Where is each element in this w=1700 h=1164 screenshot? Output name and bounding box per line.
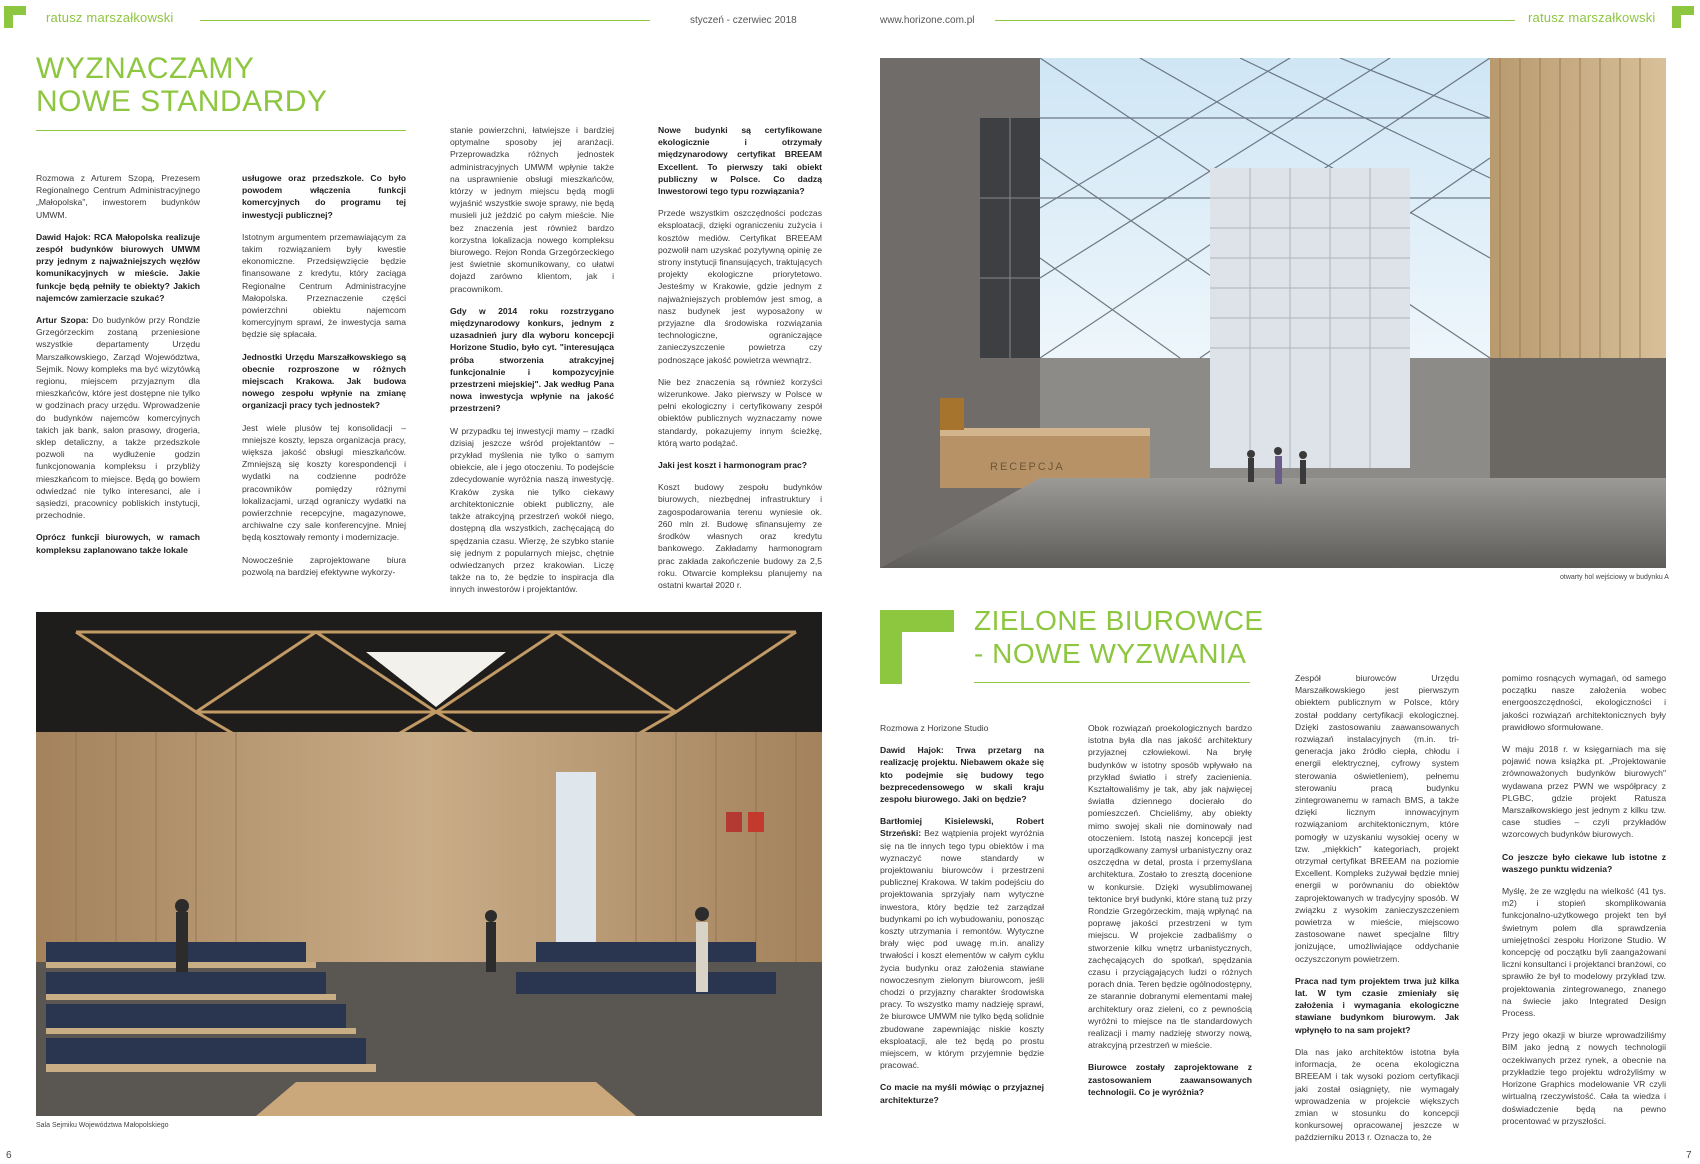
page-number-right: 7	[1686, 1150, 1692, 1161]
article-paragraph	[450, 305, 614, 415]
left-article-col3	[450, 124, 614, 606]
paragraph-question: usługowe oraz przedszkole. Co było powodem włączenia funkcji komercyjnych do programu tej inwestycji publicznej?	[242, 173, 406, 220]
article-paragraph	[1088, 722, 1252, 1051]
paragraph-text: W przypadku tej inwestycji mamy – rzadki dzisiaj jeszcze wśród projektantów – przykład myślenia nie tylko o samym obiekcie, ale i jego otoczeniu. To podejście zdecydowanie wyróżnia naszą inwestycję. Kraków zyska nie tylko ciekawy architektonicznie obiekt publiczny, ale także atrakcyjną przestrzeń wokół niego, dostępną dla wszystkich, zachęcającą do spędzania czasu. Wierzę, że szybko stanie się jednym z popularnych miejsc, chętnie odwiedzanych przez krakowian. Liczę także na to, że będzie to inspiracja dla innych inwestorów i projektantów.	[450, 425, 614, 595]
paragraph-text: Bez wątpienia projekt wyróżnia się na tle innych tego typu obiektów i ma wyznaczyć nowe standardy w projektowaniu biurowców i przestrzeni publicznej Krakowa. W takim podejściu do projektowania sprzyjały nam wytyczne inwestora, który będzie też zarządzał budynkami po ich wybudowaniu, ponosząc koszty utrzymania i remontów. Wytyczne brały więc pod uwagę m.in. analizy trwałości i koszt elementów w całym cyklu życia budynku oraz założenia stawiane nowoczesnym zielonym biurowcom, jeśli chodzi o przyjazny charakter środowiska pracy. To wszystko mamy nadzieję sprawi, że biurowce UMWM nie tylko będą solidnie zbudowane zapewniając niskie koszty eksploatacji, ale też będą po prostu miejscem, w którym przyjemnie będzie pracować.	[880, 828, 1044, 1071]
paragraph-text: Rozmowa z Horizone Studio	[880, 723, 989, 733]
article2-title-line1: ZIELONE BIUROWCE	[974, 605, 1264, 636]
website-link[interactable]: www.horizone.com.pl	[880, 15, 975, 26]
sejmik-caption: Sala Sejmiku Województwa Małopolskiego	[36, 1122, 169, 1129]
paragraph-text: stanie powierzchni, łatwiejsze i bardziej optymalne sposoby jej aranżacji. Przeprowadzka różnych jednostek administracyjnych UMWM wpłynie także na usprawnienie obsługi mieszkańców, którzy w jednym miejscu będą mogli wyjaśnić wszystkie swoje sprawy, nie będą musieli już jeździć po całym mieście. Nie bez znaczenia jest również bardzo korzystna lokalizacja nowego kompleksu biurowego. Rejon Ronda Grzegórzeckiego jest świetnie skomunikowany, co ułatwi dojazd zarówno klientom, jak i pracownikom.	[450, 125, 614, 294]
article-paragraph	[36, 314, 200, 521]
paragraph-text: Obok rozwiązań proekologicznych bardzo istotna była dla nas jakość architektury przyjaznej człowiekowi. Na bryłę budynków w istotny sposób wpływało na przykład światło i strefy zacienienia. Kształtowaliśmy je tak, aby jak najwięcej światła dziennego docierało do pomieszczeń. Chcieliśmy, aby obiekty mimo swojej skali nie dominowały nad otoczeniem. Istotą naszej koncepcji jest uporządkowany zamysł urbanistyczny oraz oszczędna w detal, prosta i przemyślana architektura. Zostało to zresztą docenione w konkursie. Dzięki wysublimowanej tektonice brył budynki, które staną tuż przy Rondzie Grzegórzeckim, mają wpłynąć na poprawę jakości przestrzeni w tym miejscu. W projekcie zadbaliśmy o stworzenie kilku wnętrz urbanistycznych, zachęcających do spotkań, spędzania czasu i przyciągających ludzi o różnych porach dnia. Teren będzie ogólnodostępny, ze starannie dobranymi elementami małej architektury oraz zieleni, co z pewnością wyróżni to miejsce na tle standardowych realizacji i mamy nadzieję stworzy nową, atrakcyjną przestrzeń w mieście.	[1088, 723, 1252, 1051]
left-article-col4	[658, 124, 822, 601]
article-paragraph	[880, 744, 1044, 805]
article-paragraph	[658, 481, 822, 591]
article-paragraph	[658, 459, 822, 471]
article-paragraph	[1295, 975, 1459, 1036]
section-label-right: ratusz marszałkowski	[1528, 10, 1656, 25]
hall-caption: otwarty hol wejściowy w budynku A	[1560, 574, 1669, 581]
paragraph-text: Myślę, że ze względu na wielkość (41 tys. m2) i stopień skomplikowania funkcjonalno-użytkowego projekt ten był świetnym polem dla sprawdzenia umiejętności zespołu Horizone Studio. W koncepcję od początku byli zaangażowani liczni konsultanci i projektanci branżowi, co sprawiło że był to modelowy przykład tzw. projektowania zintegrowanego, znanego na świecie jako Integrated Design Process.	[1502, 886, 1666, 1019]
paragraph-question: Praca nad tym projektem trwa już kilka lat. W tym czasie zmieniały się założenia i wymagania ekologiczne stawiane budynkom biurowym. Jak wpłynęło to na sam projekt?	[1295, 975, 1459, 1035]
article-paragraph	[880, 1081, 1044, 1105]
paragraph-question: Biurowce zostały zaprojektowane z zastosowaniem zaawansowanych technologii. Co je wyróżnia?	[1088, 1062, 1252, 1097]
title2-underline	[974, 682, 1250, 683]
right-corner-logo	[1672, 6, 1694, 28]
paragraph-text: Dla nas jako architektów istotna była informacja, że ocena ekologiczna BREEAM i tak wysoki poziom certyfikacji jaki został osiągnięty, nie wymagały wprowadzenia w projekcie większych zmian w stosunku do koncepcji konkursowej opracowanej jeszcze w październiku 2013 r. Oznacza to, że	[1295, 1046, 1459, 1143]
paragraph-question: Dawid Hajok: Trwa przetarg na realizację projektu. Niebawem okaże się kto podejmie się budowy tego bezprecedensowego w skali kraju zespołu biurowego. Jaki on będzie?	[880, 745, 1044, 805]
article-title-line1: WYZNACZAMY	[36, 52, 255, 85]
article-paragraph	[242, 554, 406, 578]
paragraph-text: Do budynków przy Rondzie Grzegórzeckim zostaną przeniesione wszystkie departamenty Urzędu Marszałkowskiego, Zarząd Województwa, Sejmik. Nowy kompleks ma być wizytówką regionu, miejscem przyjaznym dla mieszkańców, które jest dostępne nie tylko w godzinach pracy urzędu. Wprowadzenie do budynków najemców komercyjnych takich jak bank, salon prasowy, drogeria, sklep detaliczny, a także przedszkole pozwoli na wydłużenie godzin funkcjonowania kompleksu i przybliży mieszkańcom to miejsce. Będą go bowiem odwiedzać nie tylko interesanci, ale i sąsiedzi, pracownicy pobliskich instytucji, przechodnie.	[36, 315, 201, 521]
hall-image	[880, 58, 1666, 568]
paragraph-text: W maju 2018 r. w księgarniach ma się pojawić nowa książka pt. „Projektowanie zrównoważonych budynków biurowych" wydawana przez PWN we współpracy z PLGBC, gdzie projekt Ratusza Marszałkowskiego jest jednym z kilku tzw. case studies – czyli przykładów wzorcowych budynków biurowych.	[1502, 744, 1666, 840]
paragraph-question: Co macie na myśli mówiąc o przyjaznej architekturze?	[880, 1082, 1044, 1105]
sejmik-image	[36, 612, 822, 1116]
article-paragraph	[242, 422, 406, 544]
article-paragraph	[1502, 851, 1666, 875]
article2-title-line2: - NOWE WYZWANIA	[974, 638, 1247, 669]
right-article-col3	[1295, 672, 1459, 1154]
paragraph-text: Jest wiele plusów tej konsolidacji – mniejsze koszty, lepsza organizacja pracy, większa jakość obsługi mieszkańców. Zmniejszą się koszty korespondencji i wydatki na codzienne podróże pracowników pomiędzy różnymi lokalizacjami, urząd ograniczy wydatki na powierzchnie recepcyjne, magazynowe, archiwalne czy sale konferencyjne. Mniej będą kosztowały remonty i modernizacje.	[242, 422, 406, 543]
paragraph-text: Zespół biurowców Urzędu Marszałkowskiego jest pierwszym obiektem publicznym w Polsce, który został poddany certyfikacji ekologicznej. Dzięki zastosowaniu zaawansowanych rozwiązań instalacyjnych (m.in. tri-generacja jako źródło ciepła, chłodu i energii elektrycznej, cyfrowy system sterowania oświetleniem), pełnemu sterowaniu pracą budynku zintegrowanemu w ramach BMS, a także dzięki licznym innowacyjnym rozwiązaniom architektonicznym, które pomogły w uzyskaniu wysokiej oceny w tzw. „miękkich" kategoriach, projekt otrzymał certyfikat BREEAM na poziomie Excellent. Kompleks zużywał będzie mniej energii w porównaniu do obiektów zaprojektowanych w tradycyjny sposób. W związku z wysokim zanieczyszczeniem powietrza w mieście, miejscowo zastosowane nawet specjalne filtry jonizujące, umożliwiające oddychanie oczyszczonym powietrzem.	[1295, 673, 1459, 964]
paragraph-text: Rozmowa z Arturem Szopą, Prezesem Regionalnego Centrum Administracyjnego „Małopolska", inwestorem budynków UMWM.	[36, 173, 200, 220]
paragraph-text: Istotnym argumentem przemawiającym za takim rozwiązaniem były kwestie ekonomiczne. Przedsięwzięcie będzie finansowane z kredytu, który zaciąga Regionalne Centrum Administracyjne Małopolska. Przeznaczenie części powierzchni obiektu najemcom komercyjnym sprawi, że inwestycja sama będzie się spłacała.	[242, 231, 406, 340]
left-article-col2	[242, 172, 406, 588]
article-paragraph	[242, 231, 406, 341]
article-paragraph	[450, 124, 614, 295]
article-paragraph	[242, 351, 406, 412]
paragraph-question: Co jeszcze było ciekawe lub istotne z waszego punktu widzenia?	[1502, 851, 1666, 874]
article-paragraph	[880, 815, 1044, 1071]
issue-date: styczeń - czerwiec 2018	[690, 15, 797, 26]
paragraph-text: Nie bez znaczenia są również korzyści wizerunkowe. Jako pierwszy w Polsce w pełni ekologiczny i certyfikowany zespół obiektów publicznych wyznaczamy nowe standardy, pokazujemy innym ścieżkę, którą warto podążać.	[658, 376, 822, 448]
paragraph-text: Przy jego okazji w biurze wprowadziliśmy BIM jako jedną z nowych technologii oczekiwanych przez rynek, a obecnie na przykładzie tego projektu wdrożyliśmy w Horizone Graphics modelowanie VR czyli wirtualną rzeczywistość. Cała ta wiedza i doświadczenie będą na pewno procentować w przyszłości.	[1502, 1030, 1666, 1126]
reception-sign: RECEPCJA	[990, 461, 1065, 473]
paragraph-question: Nowe budynki są certyfikowane ekologicznie i otrzymały międzynarodowy certyfikat BREEAM Excellent. To pierwszy taki obiekt publiczny w Polsce. Co dadzą Inwestorowi tego typu rozwiązania?	[658, 125, 822, 197]
article-paragraph	[658, 207, 822, 366]
right-article-col1	[880, 722, 1044, 1116]
paragraph-text: Przede wszystkim oszczędności podczas eksploatacji, dzięki ograniczeniu zużycia i kosztów mediów. Certyfikat BREEAM pozwolił nam uzyskać pozytywną opinię ze strony instytucji finansujących, traktujących projekty ekologiczne priorytetowo. Jesteśmy w Krakowie, gdzie jednym z najważniejszych problemów jest smog, a nasz budynek jest wyposażony w przyjazne dla środowiska rozwiązania technologiczne, ograniczające zanieczyszczenie powietrza czy podnoszące jakość powietrza wewnątrz.	[658, 208, 822, 365]
left-corner-logo	[4, 6, 26, 28]
header-rule-right	[995, 20, 1515, 21]
article-paragraph	[658, 124, 822, 197]
article-paragraph	[242, 172, 406, 221]
article-paragraph	[1088, 1061, 1252, 1098]
article-paragraph	[36, 531, 200, 555]
right-article-col2	[1088, 722, 1252, 1108]
left-article-col1	[36, 172, 200, 566]
article-paragraph	[36, 172, 200, 221]
article-paragraph	[658, 376, 822, 449]
paragraph-text: pomimo rosnących wymagań, od samego początku nasze założenia wobec energooszczędności, ekologiczności i jakości rozwiązań architektonicznych były prawidłowo sformułowane.	[1502, 673, 1666, 732]
paragraph-question: Bartłomiej Kisielewski, Robert Strzeński:	[880, 816, 1044, 839]
article-paragraph	[1502, 743, 1666, 841]
article-title	[36, 52, 327, 118]
article-paragraph	[1502, 672, 1666, 733]
paragraph-question: Jaki jest koszt i harmonogram prac?	[658, 460, 808, 471]
article-paragraph	[1295, 1046, 1459, 1144]
paragraph-question: Dawid Hajok: RCA Małopolska realizuje zespół budynków biurowych UMWM przy jednym z najważniejszych węzłów komunikacyjnych w mieście. Jakie funkcje będą pełniły te obiekty? Jakich najemców zamierzacie szukać?	[36, 231, 200, 303]
article-paragraph	[450, 425, 614, 596]
article-title-line2: NOWE STANDARDY	[36, 85, 328, 118]
article-paragraph	[36, 231, 200, 304]
article2-title	[974, 604, 1264, 670]
article-paragraph	[1295, 672, 1459, 965]
title-underline	[36, 130, 406, 131]
paragraph-question: Oprócz funkcji biurowych, w ramach kompleksu zaplanowano także lokale	[36, 532, 200, 555]
section-label-left: ratusz marszałkowski	[46, 10, 174, 25]
article-paragraph	[880, 722, 1044, 734]
article-paragraph	[1502, 885, 1666, 1019]
header-rule-left	[200, 20, 650, 21]
paragraph-text: Koszt budowy zespołu budynków biurowych, niezbędnej infrastruktury i zagospodarowania terenu wyniesie ok. 260 mln zł. Budowę sfinansujemy ze środków własnych oraz kredytu bankowego. Zakładamy harmonogram prac zakłada zakończenie budowy za 2,5 roku. Otwarcie kompleksu planujemy na ostatni kwartał 2020 r.	[658, 482, 822, 590]
right-article-col4	[1502, 672, 1666, 1137]
paragraph-question: Gdy w 2014 roku rozstrzygano międzynarodowy konkurs, jednym z uzasadnień jury dla wyboru koncepcji Horizone Studio, było cyt. "interesująca próba stworzenia atrakcyjnej funkcjonalnie i kompozycyjnie przestrzeni miejskiej". Jak według Pana nowa inwestycja wpłynie na jakość przestrzeni?	[450, 305, 614, 414]
horizone-logo-block	[880, 610, 954, 684]
page-number-left: 6	[6, 1150, 12, 1161]
article-paragraph	[1502, 1029, 1666, 1127]
paragraph-question: Artur Szopa:	[36, 315, 89, 326]
paragraph-question: Jednostki Urzędu Marszałkowskiego są obecnie rozproszone w różnych miejscach Krakowa. Jak budowa nowego zespołu wpłynie na zmianę organizacji pracy tych jednostek?	[242, 351, 406, 411]
paragraph-text: Nowocześnie zaprojektowane biura pozwolą na bardziej efektywne wykorzy-	[242, 554, 406, 577]
